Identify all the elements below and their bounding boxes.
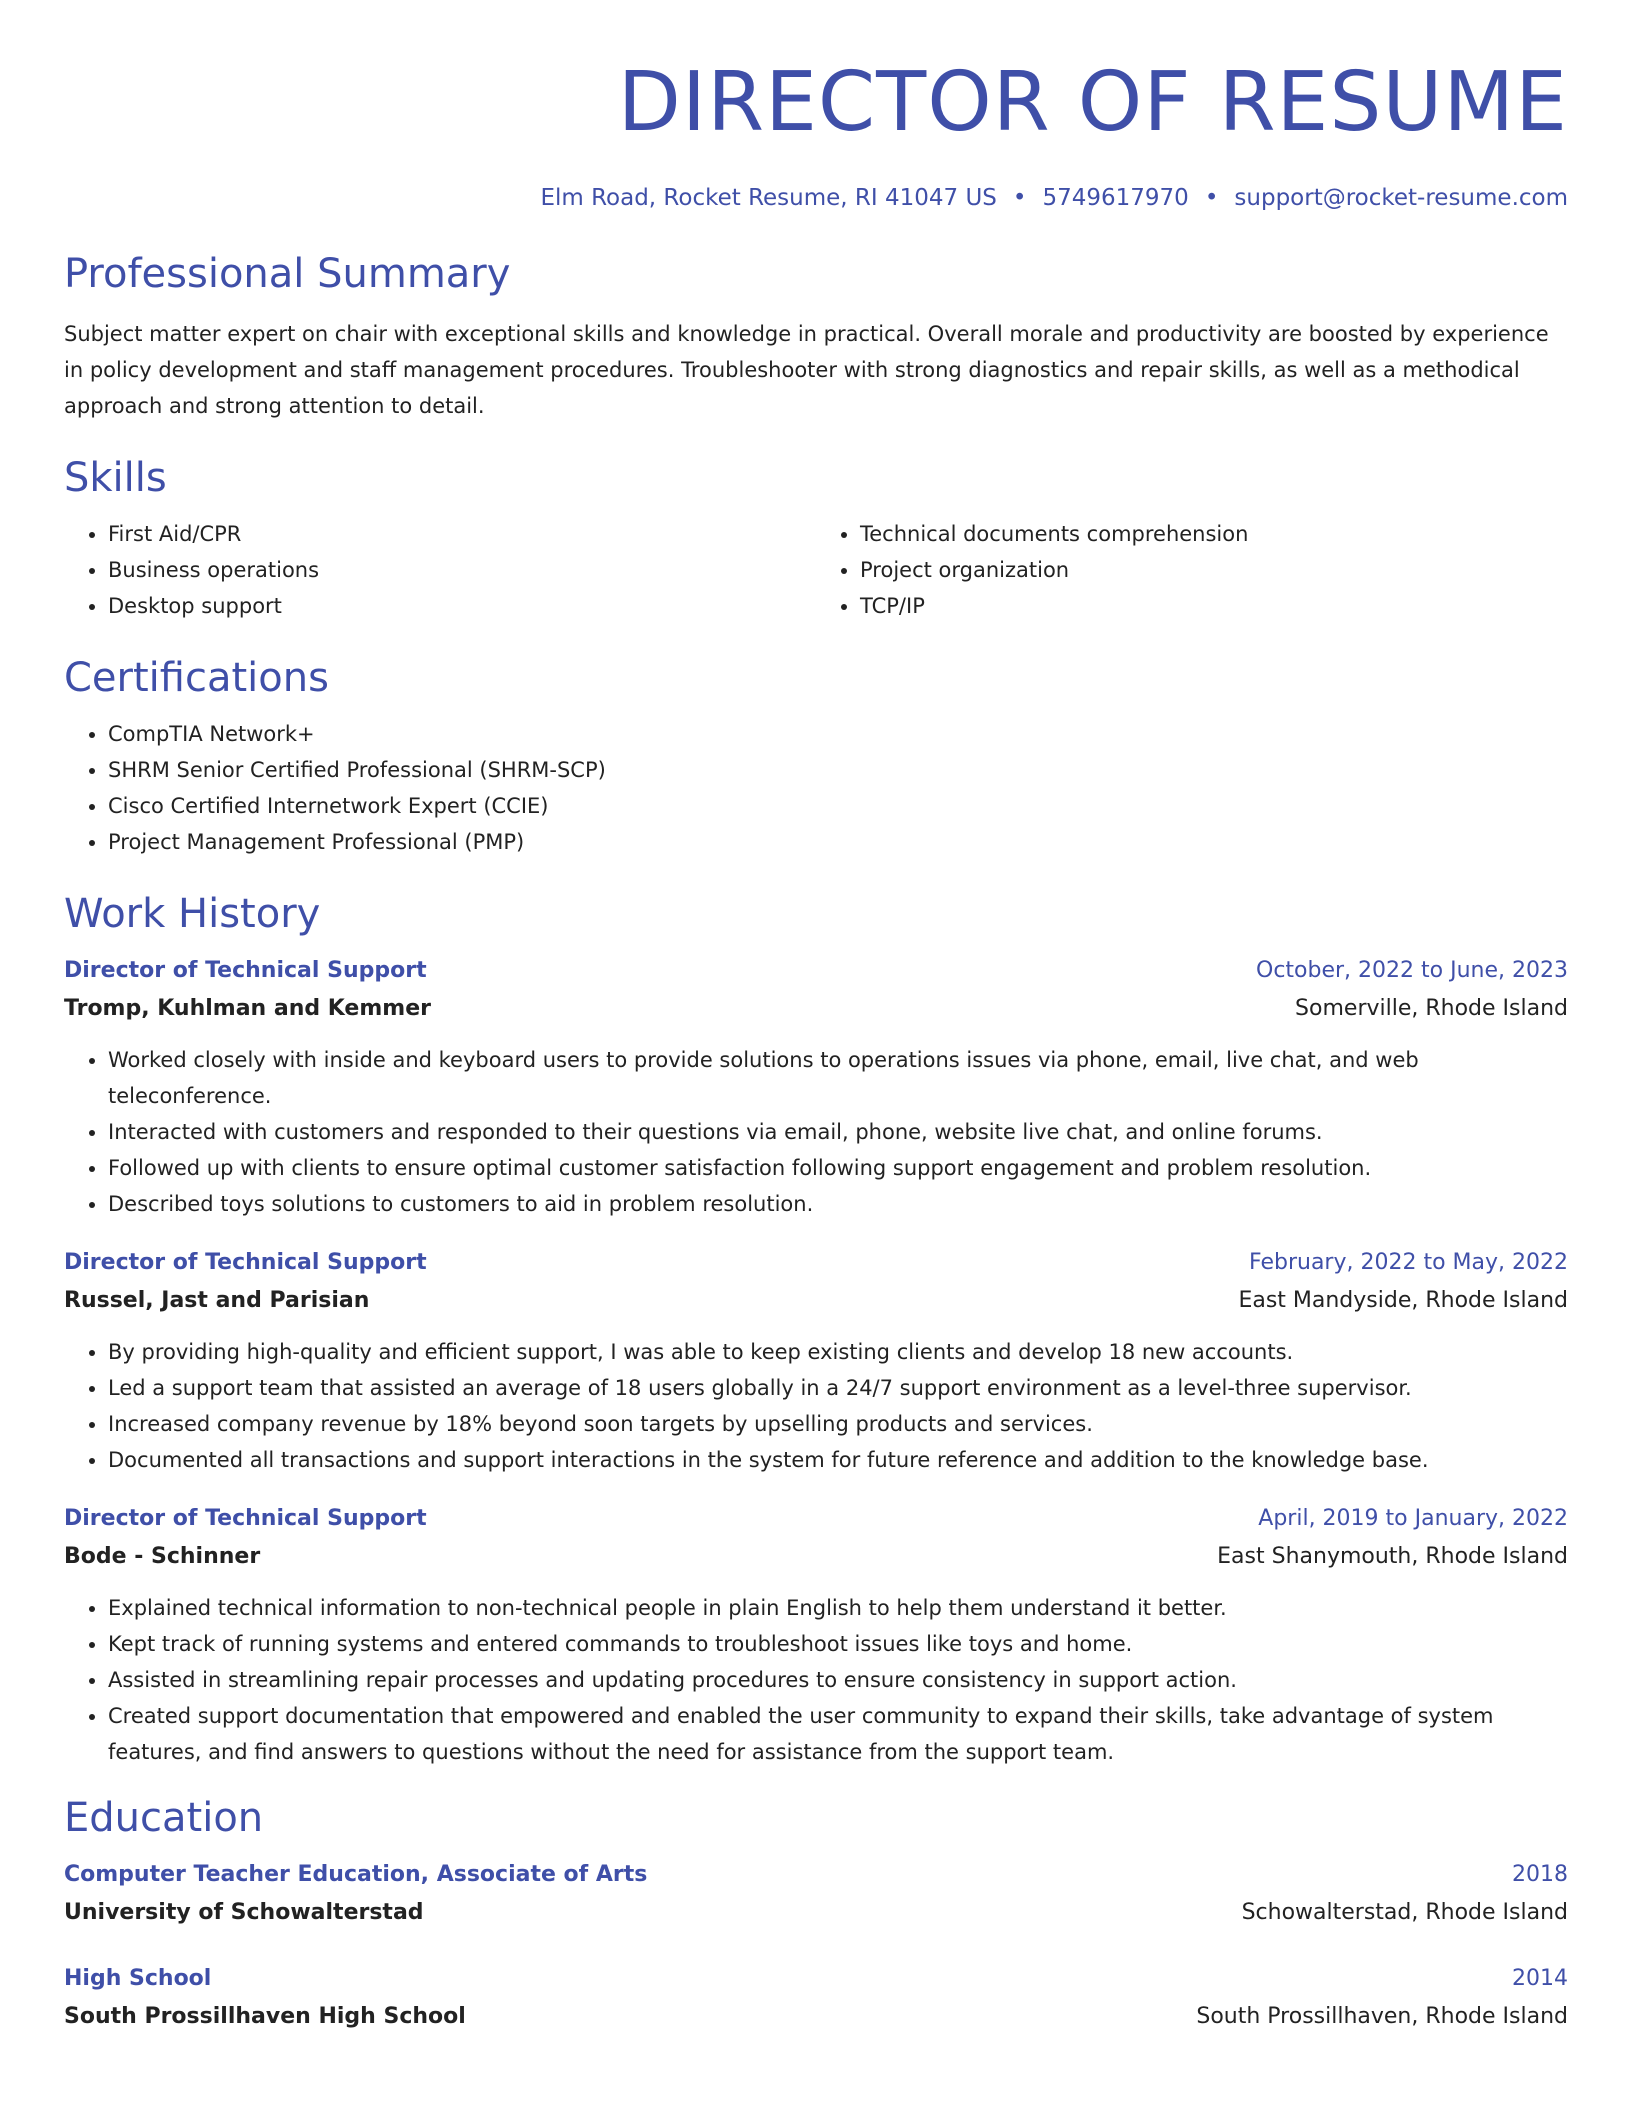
job-dates: April, 2019 to January, 2022 [1258, 1506, 1568, 1531]
job-bullet: • Increased company revenue by 18% beyond soon targets by upselling products and services. [108, 1406, 1568, 1442]
job-bullet: • Explained technical information to non-technical people in plain English to help them understand it better. [108, 1590, 1568, 1626]
job-location: East Mandyside, Rhode Island [1238, 1288, 1568, 1313]
skill-item: • TCP/IP [860, 588, 1568, 624]
education-year: 2018 [1512, 1862, 1568, 1887]
skill-item: • Project organization [860, 552, 1568, 588]
job-entry [64, 1500, 1568, 1770]
job-bullet: • Kept track of running systems and entered commands to troubleshoot issues like toys and home. [108, 1626, 1568, 1662]
section-title-work-history: Work History [64, 891, 321, 937]
skill-item: • Business operations [108, 552, 816, 588]
job-bullet: • Interacted with customers and responded to their questions via email, phone, website live chat, and online forums. [108, 1114, 1568, 1150]
education-header-row [64, 1960, 1568, 1998]
certifications-section [64, 652, 1568, 860]
contact-separator: • [1204, 185, 1219, 211]
job-company: Tromp, Kuhlman and Kemmer [64, 996, 431, 1021]
job-dates: February, 2022 to May, 2022 [1249, 1250, 1568, 1275]
job-header-row [64, 1500, 1568, 1538]
job-location: East Shanymouth, Rhode Island [1217, 1544, 1568, 1569]
candidate-name: DIRECTOR OF RESUME [617, 55, 1568, 150]
education-section [64, 1792, 1568, 2036]
skill-item: • Technical documents comprehension [860, 516, 1568, 552]
section-title-certifications: Certifications [64, 655, 329, 701]
job-bullet: • Created support documentation that empowered and enabled the user community to expand their skills, take advantage of system features, and find answers to questions without the need for assistance from the support team. [108, 1698, 1568, 1770]
contact-address: Elm Road, Rocket Resume, RI 41047 US [540, 185, 997, 211]
job-bullet: • Documented all transactions and support interactions in the system for future reference and addition to the knowledge base. [108, 1442, 1568, 1478]
section-title-skills: Skills [64, 455, 167, 501]
education-year: 2014 [1512, 1966, 1568, 1991]
education-school: South Prossillhaven High School [64, 2004, 466, 2029]
job-bullet: • Led a support team that assisted an average of 18 users globally in a 24/7 support environment as a level-three supervisor. [108, 1370, 1568, 1406]
contact-email[interactable]: support@rocket-resume.com [1234, 185, 1568, 211]
education-location: Schowalterstad, Rhode Island [1241, 1900, 1568, 1925]
job-header-row [64, 952, 1568, 990]
education-location: South Prossillhaven, Rhode Island [1196, 2004, 1568, 2029]
job-bullet: • Described toys solutions to customers to aid in problem resolution. [108, 1186, 1568, 1222]
job-bullet: • Followed up with clients to ensure optimal customer satisfaction following support engagement and problem resolution. [108, 1150, 1568, 1186]
skills-section [64, 452, 1568, 624]
job-bullets [64, 1590, 1568, 1770]
education-degree: High School [64, 1966, 212, 1991]
job-header-row [64, 1244, 1568, 1282]
job-dates: October, 2022 to June, 2023 [1256, 958, 1568, 983]
job-bullet: • By providing high-quality and efficient support, I was able to keep existing clients and develop 18 new accounts. [108, 1334, 1568, 1370]
work-history-section [64, 888, 1568, 1770]
education-school-row [64, 1998, 1568, 2036]
job-title: Director of Technical Support [64, 1506, 427, 1531]
education-header-row [64, 1856, 1568, 1894]
job-company-row [64, 1282, 1568, 1320]
skills-column-left [64, 516, 816, 624]
summary-text: Subject matter expert on chair with exceptional skills and knowledge in practical. Overall morale and productivity are boosted by experience in policy development and staff management procedures. Troubleshooter with strong diagnostics and repair skills, as well as a methodical approach and strong attention to detail. [64, 322, 1549, 418]
job-entry [64, 1244, 1568, 1478]
certification-item: • SHRM Senior Certified Professional (SHRM-SCP) [108, 752, 1568, 788]
job-bullet: • Assisted in streamlining repair processes and updating procedures to ensure consistency in support action. [108, 1662, 1568, 1698]
certification-item: • Project Management Professional (PMP) [108, 824, 1568, 860]
skills-grid [64, 516, 1568, 624]
education-entry [64, 1856, 1568, 1932]
job-company: Russel, Jast and Parisian [64, 1288, 370, 1313]
job-title: Director of Technical Support [64, 1250, 427, 1275]
skills-column-right [816, 516, 1568, 624]
contact-separator: • [1012, 185, 1027, 211]
contact-phone: 5749617970 [1042, 185, 1189, 211]
skill-item: • Desktop support [108, 588, 816, 624]
job-bullet: • Worked closely with inside and keyboard users to provide solutions to operations issues via phone, email, live chat, and web teleconference. [108, 1042, 1568, 1114]
job-bullets [64, 1042, 1568, 1222]
skill-item: • First Aid/CPR [108, 516, 816, 552]
job-bullets [64, 1334, 1568, 1478]
education-degree: Computer Teacher Education, Associate of Arts [64, 1862, 648, 1887]
resume-header [64, 48, 1568, 214]
certifications-list [64, 716, 1568, 860]
job-title: Director of Technical Support [64, 958, 427, 983]
summary-section [64, 248, 1568, 424]
section-title-summary: Professional Summary [64, 251, 511, 297]
contact-line [64, 182, 1568, 214]
certification-item: • Cisco Certified Internetwork Expert (CCIE) [108, 788, 1568, 824]
job-company-row [64, 1538, 1568, 1576]
education-school: University of Schowalterstad [64, 1900, 424, 1925]
job-company-row [64, 990, 1568, 1028]
certification-item: • CompTIA Network+ [108, 716, 1568, 752]
education-entry [64, 1960, 1568, 2036]
job-entry [64, 952, 1568, 1222]
education-school-row [64, 1894, 1568, 1932]
job-location: Somerville, Rhode Island [1295, 996, 1568, 1021]
section-title-education: Education [64, 1795, 264, 1841]
job-company: Bode - Schinner [64, 1544, 261, 1569]
